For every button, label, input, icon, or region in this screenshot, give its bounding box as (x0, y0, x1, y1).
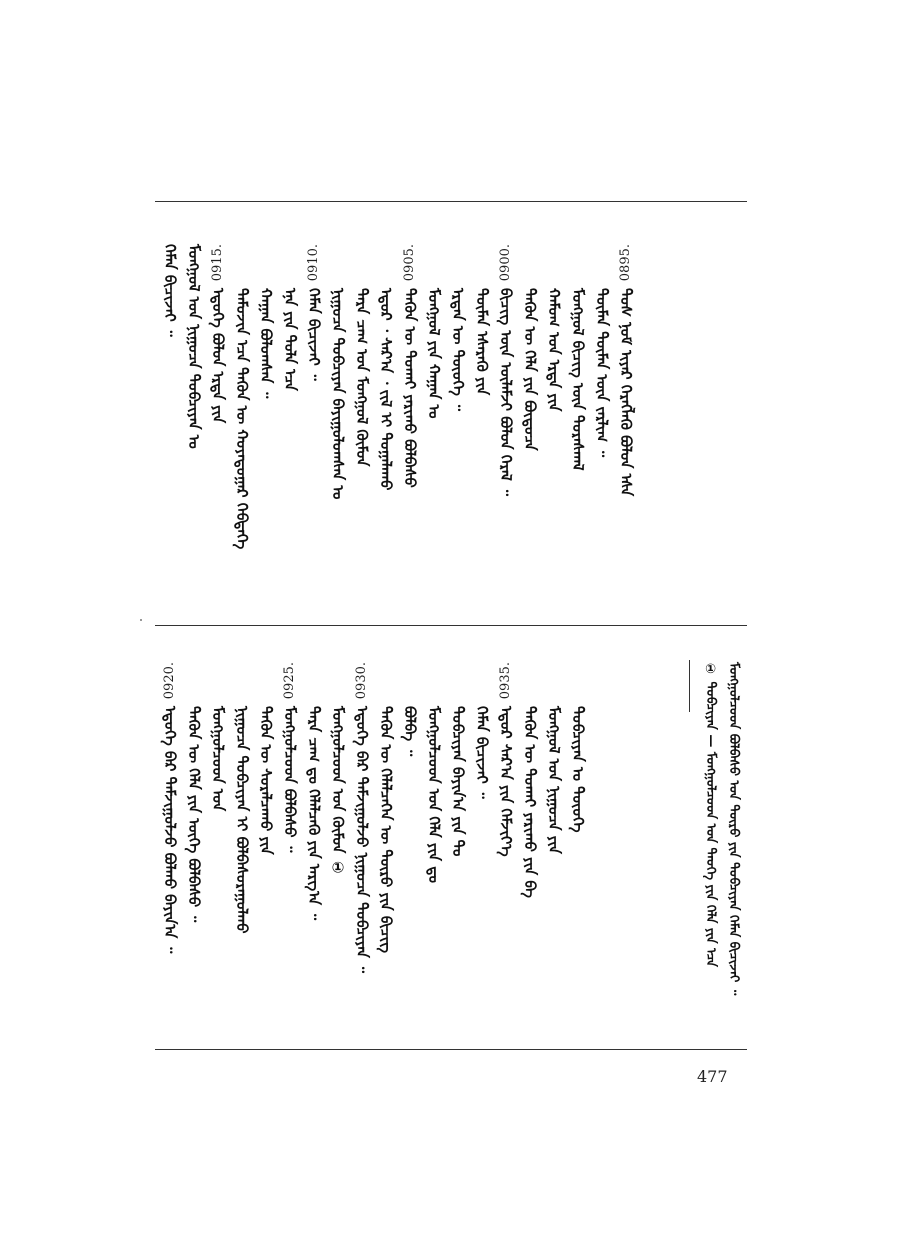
text-column (470, 662, 494, 992)
column-text: ᠲᠡᠷᠡ ᠴᠠᠭ ᠳᠤ ᠬᠡᠯᠡᠯᠴᠡᠬᠦ ᠶᠢᠨ ᠠᠷᠭ᠎ᠠ ᠃ (305, 706, 323, 921)
text-column (158, 244, 182, 514)
text-column (326, 662, 350, 992)
column-text: ᠡᠳᠦᠭᠡ ᠪᠠᠷ ᠳᠠᠮᠵᠢᠭᠤᠯᠵᠤ ᠪᠣᠯᠬᠤ ᠪᠠᠶᠢᠨ᠎ᠠ ᠃ (161, 706, 179, 954)
column-text: ᠲᠣᠪᠴᠢᠶᠠᠨ ᠤ ᠲᠦᠦᠬᠡ (569, 706, 587, 833)
text-column (350, 244, 374, 514)
column-text: ᠬᠡᠮᠡᠨ ᠪᠢᠴᠢᠵᠡᠢ ᠃ (473, 706, 491, 799)
column-text: ᠮᠣᠩᠭᠣᠯᠴᠤᠳ ᠤᠨ ᠬᠦᠮᠦᠨ ① (329, 706, 347, 877)
column-text: ᠮᠣᠩᠭᠣᠯᠴᠤᠳ ᠪᠣᠯᠪᠠᠰᠤ ᠃ (281, 706, 299, 853)
middle-rule (155, 625, 747, 626)
text-column (206, 244, 230, 514)
line-number: 0900. (498, 244, 513, 282)
text-column (518, 244, 542, 514)
text-column (494, 662, 518, 992)
footnote-rule (689, 660, 690, 712)
text-column (494, 244, 518, 514)
column-text: ᠮᠣᠩᠭᠣᠯ ᠪᠢᠴᠢᠭ ᠦᠨ ᠳᠤᠷᠠᠰᠬᠠᠯ (569, 288, 587, 471)
column-text: ᠬᠡᠮᠡᠨ ᠪᠢᠴᠢᠵᠡᠢ ᠃ (305, 288, 323, 381)
line-number: 0915. (210, 244, 225, 282)
footnote-text: ᠮᠣᠩᠭᠣᠯᠴᠤᠳ ᠪᠣᠯᠪᠠᠰᠤ ᠤᠨ ᠲᠦᠷᠦ ᠶᠢᠨ ᠲᠣᠪᠴᠢᠶᠠᠨ ᠬᠡᠮᠡᠨ ᠪᠢᠴᠢᠵᠡᠢ ᠃ (726, 662, 741, 996)
column-text: ᠮᠣᠩᠭᠣᠯ ᠤᠨ ᠨᠢᠭᠤᠴᠠ ᠲᠣᠪᠴᠢᠶᠠᠨ ᠤ (185, 244, 203, 449)
line-number: 0905. (402, 244, 417, 282)
column-text: ᠲᠡᠭᠦᠨ ᠦ ᠬᠡᠯᠡ ᠶᠢᠨ ᠦᠭᠡ ᠪᠣᠯᠪᠠᠰᠤ ᠃ (185, 706, 203, 923)
scan-speck (140, 619, 142, 621)
column-text: ᠡᠳᠦᠭᠡ ᠪᠣᠯᠤᠨ ᠡᠷᠲᠡ ᠶᠢᠨ (209, 288, 227, 424)
column-text: ᠮᠣᠩᠭᠣᠯ ᠶᠢᠨ ᠬᠠᠭᠠᠨ ᠤ (425, 288, 443, 419)
text-column (230, 662, 254, 992)
text-column (302, 244, 326, 514)
column-text: ᠮᠣᠩᠭᠣᠯᠴᠤᠳ ᠤᠨ ᠬᠡᠯᠡ ᠶᠢᠨ ᠳᠤ (425, 706, 443, 883)
column-text: ᠪᠣᠯᠪᠠ ᠃ (401, 706, 419, 757)
text-column (302, 662, 326, 992)
text-column (278, 244, 302, 514)
column-text: ᠲᠡᠭᠦᠨ ᠦ ᠲᠤᠬᠠᠢ ᠶᠠᠷᠢᠬᠤ ᠪᠣᠯᠪᠠᠰᠤ (401, 288, 419, 488)
upper-section (158, 244, 746, 550)
page-number: 477 (697, 1067, 728, 1086)
text-column (230, 244, 254, 550)
line-number: 0920. (162, 662, 177, 700)
line-number: 0925. (282, 662, 297, 700)
text-column (542, 244, 566, 514)
column-text: ᠲᠡᠮᠦᠵᠢᠨ ᠡᠴᠡ ᠲᠡᠭᠦᠨ ᠦ ᠬᠣᠶᠠᠳᠤᠭᠠᠷ ᠬᠡᠪᠲᠡᠭᠡ (233, 288, 251, 550)
text-column (446, 244, 470, 514)
text-column (374, 244, 398, 514)
top-rule (155, 201, 747, 202)
column-text: ᠲᠡᠷᠡ ᠴᠠᠭ ᠤᠨ ᠮᠣᠩᠭᠣᠯ ᠬᠦᠮᠦᠨ (353, 288, 371, 467)
text-column (350, 662, 374, 992)
footnote-column (721, 662, 745, 996)
column-text: ᠲᠡᠭᠦᠨ ᠦ ᠬᠡᠯᠡᠯᠴᠡᠭᠡᠨ ᠦ ᠲᠦᠷᠦ ᠶᠢᠨ ᠪᠢᠴᠢᠭ (377, 706, 395, 954)
text-column (398, 244, 422, 514)
column-text: ᠡᠨᠡ ᠶᠢᠨ ᠲᠤᠯᠠ ᠡᠴᠡ (281, 288, 299, 391)
footnote-text: ① ᠲᠣᠪᠴᠢᠶᠠᠨ — ᠮᠣᠩᠭᠣᠯᠴᠤᠳ ᠤᠨ ᠲᠡᠦᠬᠡ ᠶᠢᠨ ᠬᠡᠯᠡ ᠶᠢᠨ ᠡᠴᠡ (703, 662, 718, 967)
column-text: ᠡᠳᠦᠷ ᠂ ᠰᠠᠷ᠎ᠠ ᠂ ᠵᠢᠯ ᠢ ᠲᠣᠭᠠᠯᠠᠬᠤ (377, 288, 395, 491)
column-text: ᠲᠡᠭᠦᠨ ᠦ ᠬᠡᠯᠡ ᠶᠢᠨ ᠪᠦᠲᠦᠴᠡ (521, 288, 539, 451)
text-column (206, 662, 230, 992)
text-column (254, 662, 278, 992)
text-column (398, 662, 422, 992)
column-text: ᠲᠦᠮᠡᠨ ᠲᠦᠮᠡᠨ ᠦᠨ ᠵᠠᠷᠯᠢᠭ ᠃ (593, 288, 611, 458)
text-column (422, 662, 446, 992)
line-number: 0930. (354, 662, 369, 700)
text-column (182, 244, 206, 514)
lower-section (158, 662, 746, 996)
column-text: ᠡᠳᠦᠷ ᠰᠠᠷ᠎ᠠ ᠶᠢᠨ ᠬᠡᠮᠵᠢᠶ᠎ᠡ (497, 706, 515, 857)
column-text: ᠲᠤᠰ ᠨᠣᠮ ᠢᠶᠠᠷ ᠬᠡᠷᠡᠭᠯᠡᠬᠦ ᠪᠣᠯᠤᠨ ᠡᠰᠡ (617, 288, 635, 497)
text-column (278, 662, 302, 992)
column-text: ᠡᠷᠲᠡᠨ ᠦ ᠲᠦᠦᠬᠡ ᠃ (449, 288, 467, 411)
text-column (470, 244, 494, 514)
footnote-column (698, 662, 722, 992)
text-column (566, 662, 590, 992)
text-column (566, 244, 590, 514)
text-column (326, 244, 350, 514)
column-text: ᠪᠢᠴᠢᠭ᠌ ᠦᠨ ᠦᠯᠡᠮᠵᠢ ᠪᠣᠯᠤᠨ ᠭᠡᠷᠡᠯ ᠃ (497, 288, 515, 496)
text-column (158, 662, 182, 992)
column-text: ᠬᠠᠮᠤᠭ ᠤᠨ ᠡᠷᠲᠡ ᠶᠢᠨ (545, 288, 563, 412)
column-text: ᠲᠡᠭᠦᠨ ᠦ ᠲᠤᠬᠠᠢ ᠶᠠᠷᠢᠬᠤ ᠶᠢᠨ ᠪᠠ (521, 706, 539, 898)
line-number: 0895. (618, 244, 633, 282)
column-text: ᠲᠦᠮᠡᠨ ᠡᠰᠡᠷᠡᠬᠦ ᠶᠢᠨ (473, 288, 491, 396)
text-column (182, 662, 206, 992)
text-column (254, 244, 278, 514)
column-text: ᠨᠢᠭᠤᠴᠠ ᠲᠣᠪᠴᠢᠶᠠᠨ ᠪᠠᠶᠢᠭᠤᠯᠤᠭᠰᠠᠨ ᠤ (329, 288, 347, 500)
text-column (590, 244, 614, 514)
bottom-rule (155, 1049, 747, 1050)
column-text: ᠨᠢᠭᠤᠴᠠ ᠲᠣᠪᠴᠢᠶᠠᠨ ᠢ ᠪᠣᠯᠪᠠᠰᠤᠷᠠᠭᠤᠯᠬᠤ (233, 706, 251, 934)
column-text: ᠮᠣᠩᠭᠣᠯᠴᠤᠳ ᠤᠨ (209, 706, 227, 812)
column-text: ᠬᠡᠮᠡᠨ ᠪᠢᠴᠢᠵᠡᠢ ᠃ (161, 244, 179, 337)
text-column (374, 662, 398, 992)
text-column (614, 244, 638, 514)
text-column (422, 244, 446, 514)
column-text: ᠡᠳᠦᠭᠡ ᠪᠠᠷ ᠳᠠᠮᠵᠢᠭᠤᠯᠵᠤ ᠨᠢᠭᠤᠴᠠ ᠲᠣᠪᠴᠢᠶᠠᠨ ᠃ (353, 706, 371, 973)
text-column (542, 662, 566, 992)
text-column (446, 662, 470, 992)
column-text: ᠬᠠᠭᠠᠨ ᠪᠣᠯᠤᠭᠰᠠᠨ ᠃ (257, 288, 275, 399)
line-number: 0935. (498, 662, 513, 700)
column-text: ᠲᠣᠪᠴᠢᠶᠠᠨ ᠪᠠᠶᠢᠨ᠎ᠠ ᠶᠢᠨ ᠲᠤ (449, 706, 467, 857)
column-text: ᠮᠣᠩᠭᠣᠯ ᠤᠨ ᠨᠢᠭᠤᠴᠠ ᠶᠢᠨ (545, 706, 563, 854)
line-number: 0910. (306, 244, 321, 282)
column-text: ᠲᠡᠭᠦᠨ ᠦ ᠰᠤᠷᠠᠯᠴᠠᠬᠤ ᠶᠢᠨ (257, 706, 275, 855)
text-column (518, 662, 542, 992)
